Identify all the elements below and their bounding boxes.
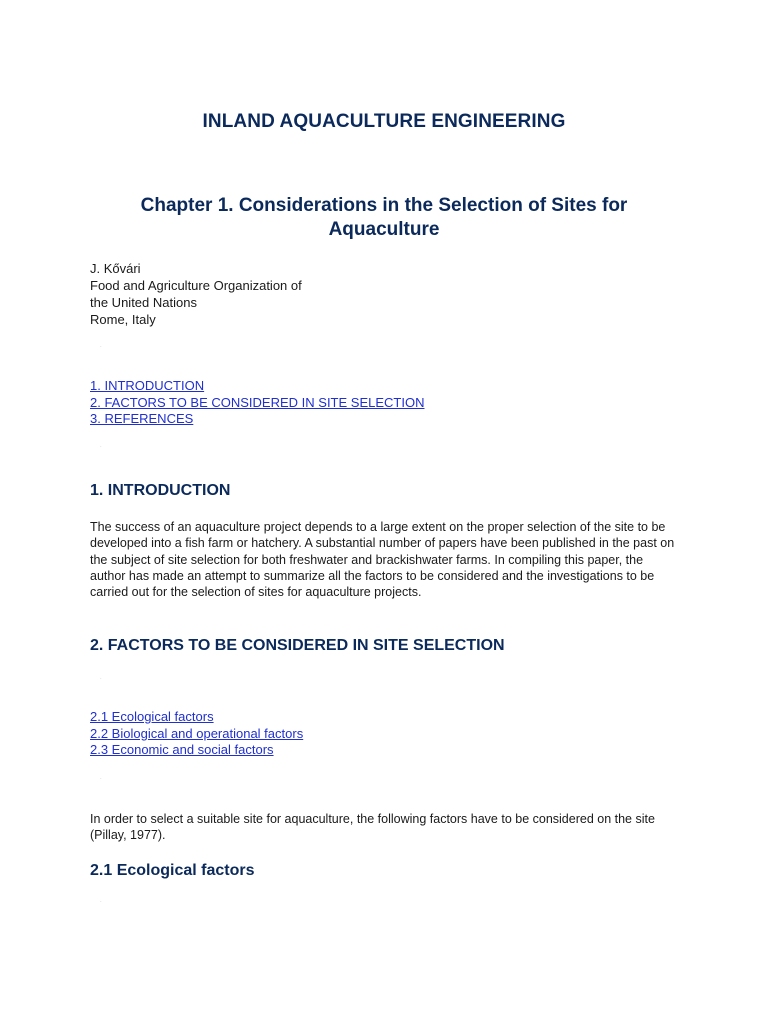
toc-link-introduction[interactable]: 1. INTRODUCTION	[90, 378, 205, 393]
subtoc-link-biological-operational[interactable]: 2.2 Biological and operational factors	[90, 725, 304, 741]
subtoc-link-economic-social[interactable]: 2.3 Economic and social factors	[90, 742, 274, 757]
document-title: INLAND AQUACULTURE ENGINEERING	[202, 111, 566, 132]
spacer-dot: .	[100, 675, 102, 681]
section-heading-introduction: 1. INTRODUCTION	[90, 482, 231, 499]
author-org-line-2: the United Nations	[90, 295, 197, 310]
factors-paragraph: In order to select a suitable site for aquaculture, the following factors have to be considered on the site (Pillay, 1977).	[90, 812, 655, 843]
author-name: J. Kővári	[90, 261, 141, 276]
section-heading-factors: 2. FACTORS TO BE CONSIDERED IN SITE SELECTION	[90, 637, 505, 654]
spacer-dot: .	[100, 443, 102, 449]
toc-link-factors[interactable]: 2. FACTORS TO BE CONSIDERED IN SITE SELECTION	[90, 394, 425, 410]
spacer-dot: .	[100, 898, 102, 904]
spacer-dot: .	[100, 775, 102, 781]
toc-link-references[interactable]: 3. REFERENCES	[90, 411, 194, 426]
subsection-heading-ecological: 2.1 Ecological factors	[90, 862, 255, 879]
author-org-line-1: Food and Agriculture Organization of	[90, 278, 302, 293]
factors-subtoc	[90, 709, 303, 759]
spacer-dot: .	[100, 343, 102, 349]
author-block	[90, 260, 302, 328]
table-of-contents	[90, 378, 424, 428]
introduction-paragraph: The success of an aquaculture project depends to a large extent on the proper selection of the site to be developed into a fish farm or hatchery. A substantial number of papers have been published in the past on the subject of site selection for both freshwater and brackishwater farms. In compiling this paper, the author has made an attempt to summarize all the factors to be considered and the investigations to be carried out for the selection of sites for aquaculture projects.	[90, 520, 675, 600]
author-location: Rome, Italy	[90, 312, 156, 327]
chapter-title: Chapter 1. Considerations in the Selection of Sites for Aquaculture	[140, 195, 628, 240]
subtoc-link-ecological[interactable]: 2.1 Ecological factors	[90, 709, 214, 724]
